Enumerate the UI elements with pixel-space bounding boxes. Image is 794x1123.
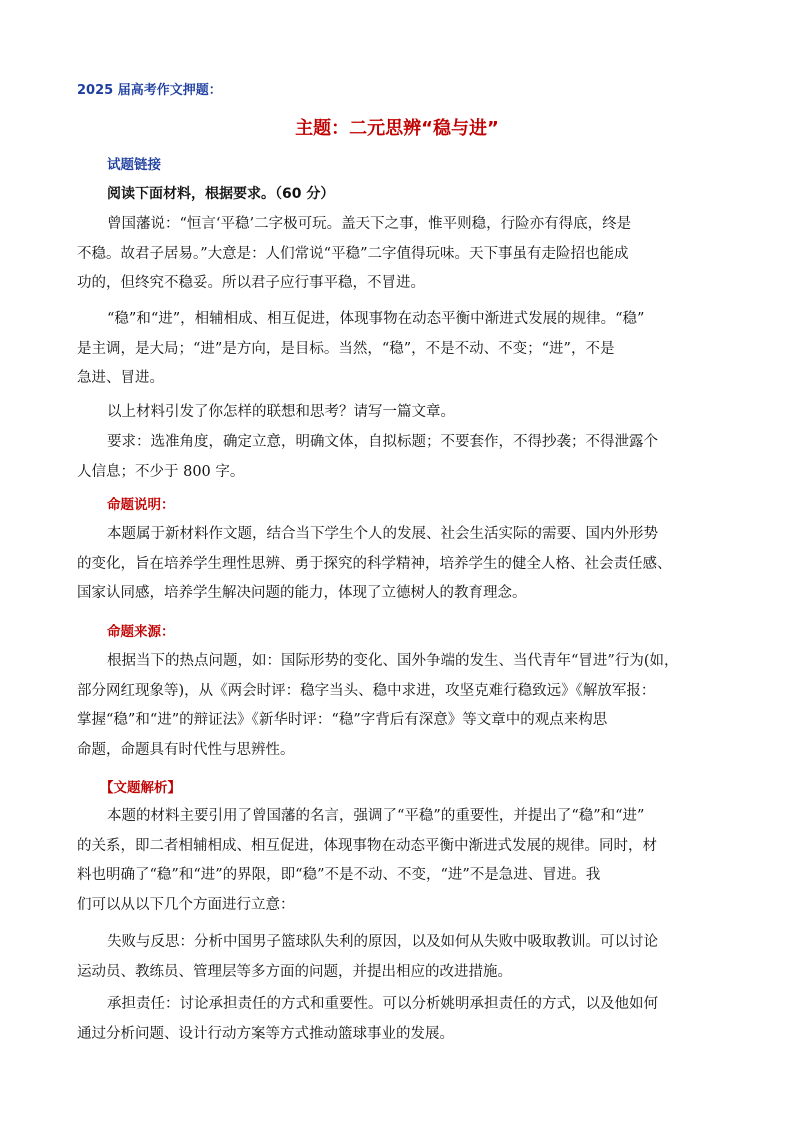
text-line: 通过分析问题、设计行动方案等方式推动篮球事业的发展。: [77, 1025, 454, 1042]
text-line: 国家认同感，培养学生解决问题的能力，体现了立德树人的教育理念。: [77, 585, 527, 601]
explain-heading: 命题说明：: [107, 497, 175, 513]
prompt-paragraph: [77, 398, 727, 428]
text-line: 根据当下的热点问题，如：国际形势的变化、国外争端的发生、当代青年“冒进”行为(如，: [107, 653, 679, 669]
source-paragraph: [77, 647, 727, 765]
page-title: 主题：二元思辨“稳与进”: [295, 118, 499, 139]
instruction-line: 阅读下面材料，根据要求。（60 分）: [107, 186, 335, 202]
text-line: 功的，但终究不稳妥。所以君子应行事平稳，不冒进。: [77, 275, 425, 291]
text-line: 失败与反思：分析中国男子篮球队失利的原因，以及如何从失败中吸取教训。可以讨论: [107, 934, 658, 950]
text-line: 曾国藩说：“恒言‘平稳’二字极可玩。盖天下之事，惟平则稳，行险亦有得底，终是: [107, 216, 632, 232]
text-line: 本题的材料主要引用了曾国藩的名言，强调了“平稳”的重要性，并提出了“稳”和“进”: [107, 808, 645, 824]
text-line: 料也明确了“稳”和“进”的界限，即“稳”不是不动、不变，“进”不是急进、冒进。我: [77, 867, 601, 883]
text-line: 部分网红现象等)，从《两会时评：稳字当头、稳中求进，攻坚克难行稳致远》《解放军报：: [77, 682, 656, 699]
text-line: 承担责任：讨论承担责任的方式和重要性。可以分析姚明承担责任的方式，以及他如何: [107, 996, 658, 1012]
text-line: 是主调，是大局；“进”是方向，是目标。当然，“稳”，不是不动、不变；“进”，不是: [77, 340, 615, 357]
requirement-paragraph: [77, 428, 727, 487]
material-paragraph-1: [77, 210, 727, 299]
text-line: 掌握“稳”和“进”的辩证法》《新华时评：“稳”字背后有深意》等文章中的观点来构思: [77, 712, 608, 728]
top-label: 2025 届高考作文押题：: [77, 83, 222, 98]
text-line: 命题，命题具有时代性与思辨性。: [77, 741, 295, 758]
text-line: 要求：选准角度，确定立意，明确文体，自拟标题；不要套作，不得抄袭；不得泄露个: [107, 434, 658, 450]
source-heading: 命题来源：: [107, 624, 175, 640]
text-line: 急进、冒进。: [77, 370, 164, 386]
text-line: 本题属于新材料作文题，结合当下学生个人的发展、社会生活实际的需要、国内外形势: [107, 526, 658, 542]
text-line: 的变化，旨在培养学生理性思辨、勇于探究的科学精神，培养学生的健全人格、社会责任感、: [77, 555, 672, 572]
point-paragraph-2: [77, 990, 727, 1049]
text-line: 以上材料引发了你怎样的联想和思考？请写一篇文章。: [107, 404, 455, 420]
explain-paragraph: [77, 520, 727, 609]
text-line: 人信息；不少于 800 字。: [77, 463, 245, 480]
text-line: 运动员、教练员、管理层等多方面的问题，并提出相应的改进措施。: [77, 963, 512, 980]
text-line: 不稳。故君子居易。”大意是：人们常说“平稳”二字值得玩味。天下事虽有走险招也能成: [77, 245, 629, 262]
text-line: “稳”和“进”，相辅相成、相互促进，体现事物在动态平衡中渐进式发展的规律。“稳”: [107, 311, 645, 327]
analysis-paragraph: [77, 802, 727, 920]
material-paragraph-2: [77, 305, 727, 394]
text-line: 们可以从以下几个方面进行立意：: [77, 896, 295, 913]
link-heading: 试题链接: [107, 157, 161, 173]
point-paragraph-1: [77, 928, 727, 987]
analysis-heading: 【文题解析】: [100, 780, 181, 796]
text-line: 的关系，即二者相辅相成、相互促进，体现事物在动态平衡中渐进式发展的规律。同时，材: [77, 837, 657, 854]
